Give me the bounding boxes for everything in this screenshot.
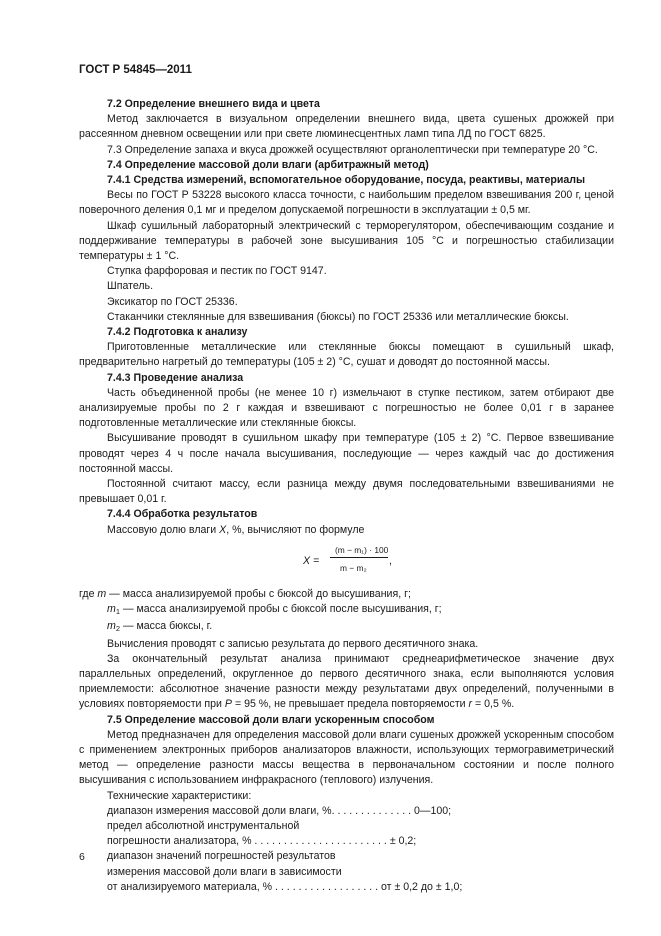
- formula-denominator: m − m₂: [340, 562, 367, 573]
- section-heading-7-4-4: 7.4.4 Обработка результатов: [107, 508, 258, 521]
- paragraph: Шкаф сушильный лабораторный электрический с терморегулятором, обеспечивающим создание и поддерживание температуры в рабочей зоне высушивания 105 °С и погрешностью стабилизации температуры ± 1 °С.: [79, 219, 614, 263]
- document-body: [79, 97, 614, 895]
- paragraph: Метод заключается в визуальном определении внешнего вида, цвета сушеных дрожжей при рассеянном дневном освещении или при свете люминесцентных ламп типа ЛД по ГОСТ 6825.: [79, 113, 614, 141]
- paragraph: Приготовленные металлические или стеклянные бюксы помещают в сушильный шкаф, предварительно нагретый до температуры (105 ± 2) °С, сушат и доводят до постоянной массы.: [79, 341, 614, 369]
- standard-header: ГОСТ Р 54845—2011: [79, 64, 192, 76]
- page-number: 6: [79, 851, 85, 863]
- formula-comma: ,: [389, 554, 392, 567]
- paragraph: Массовую долю влаги X, %, вычисляют по формуле: [107, 523, 365, 536]
- section-heading-7-4-2: 7.4.2 Подготовка к анализу: [107, 326, 248, 339]
- section-heading-7-4: 7.4 Определение массовой доли влаги (арбитражный метод): [107, 158, 429, 171]
- paragraph: Высушивание проводят в сушильном шкафу при температуре (105 ± 2) °С. Первое взвешивание проводят через 4 ч после начала высушивания, последующие — через каждый час до достижения постоянной массы.: [79, 432, 614, 475]
- fraction-bar: [330, 557, 388, 558]
- paragraph: Вычисления проводят с записью результата до первого десятичного знака.: [107, 637, 479, 650]
- paragraph: Весы по ГОСТ Р 53228 высокого класса точности, с наибольшим пределом взвешивания 200 г, ценой поверочного деления 0,1 мг и пределом допускаемой погрешности в эксплуатации ± 0,5 мг.: [79, 189, 614, 217]
- spec-line: измерения массовой доли влаги в зависимости: [107, 865, 342, 878]
- variable-definition: $m_1$ — масса анализируемой пробы с бюксой после высушивания, г;: [107, 603, 442, 617]
- paragraph: Технические характеристики:: [107, 789, 252, 802]
- formula-numerator: (m − m₁) · 100: [335, 544, 389, 555]
- paragraph: Ступка фарфоровая и пестик по ГОСТ 9147.: [107, 265, 327, 278]
- section-heading-7-4-1: 7.4.1 Средства измерений, вспомогательное оборудование, посуда, реактивы, материалы: [107, 174, 586, 187]
- spec-line: диапазон измерения массовой доли влаги, %. . . . . . . . . . . . . . 0—100;: [107, 804, 452, 817]
- spec-line: погрешности анализатора, % . . . . . . . . . . . . . . . . . . . . . . . ± 0,2;: [107, 835, 417, 848]
- formula-lhs: X =: [303, 554, 320, 567]
- paragraph: Стаканчики стеклянные для взвешивания (бюксы) по ГОСТ 25336 или металлические бюксы.: [107, 310, 569, 323]
- section-heading-7-5: 7.5 Определение массовой доли влаги ускоренным способом: [107, 713, 435, 726]
- paragraph: 7.3 Определение запаха и вкуса дрожжей осуществляют органолептически при температуре 20 °С.: [107, 143, 598, 156]
- variable-definition: где m — масса анализируемой пробы с бюксой до высушивания, г;: [79, 587, 411, 600]
- moisture-formula: [79, 541, 614, 583]
- paragraph: Часть объединенной пробы (не менее 10 г) измельчают в ступке пестиком, затем отбирают две анализируемые пробы по 2 г каждая и взвешивают с погрешностью не более 0,01 г в заранее подготовленные металлические или стеклянные бюксы.: [79, 386, 614, 430]
- paragraph: Шпатель.: [107, 280, 154, 293]
- section-heading-7-2: 7.2 Определение внешнего вида и цвета: [107, 98, 320, 110]
- section-heading-7-4-3: 7.4.3 Проведение анализа: [107, 371, 244, 384]
- spec-line: предел абсолютной инструментальной: [107, 819, 300, 832]
- paragraph: Метод предназначен для определения массовой доли влаги сушеных дрожжей ускоренным способом с применением электронных приборов анализаторов влажности, использующих термогравиметрический метод — определение разности массы вещества в первоначальном состоянии и после полного высушивания с использованием инфракрасного (теплового) излучения.: [79, 728, 614, 787]
- paragraph: Постоянной считают массу, если разница между двумя последовательными взвешиваниями не превышает 0,01 г.: [79, 478, 614, 506]
- paragraph: За окончательный результат анализа принимают среднеарифметическое значение двух параллельных определений, округленное до первого десятичного знака, если выполняются условия приемлемости: абсолютное значение разности между результатами двух определений, полученными в условиях повторяемости при Р = 95 %, не превышает предела повторяемости r = 0,5 %.: [79, 652, 614, 711]
- spec-line: диапазон значений погрешностей результатов: [107, 850, 336, 863]
- variable-definition: $m_2$ — масса бюксы, г.: [107, 620, 213, 634]
- paragraph: Эксикатор по ГОСТ 25336.: [107, 295, 238, 308]
- spec-line: от анализируемого материала, % . . . . . . . . . . . . . . . . . . от ± 0,2 до ± 1,0;: [107, 880, 463, 893]
